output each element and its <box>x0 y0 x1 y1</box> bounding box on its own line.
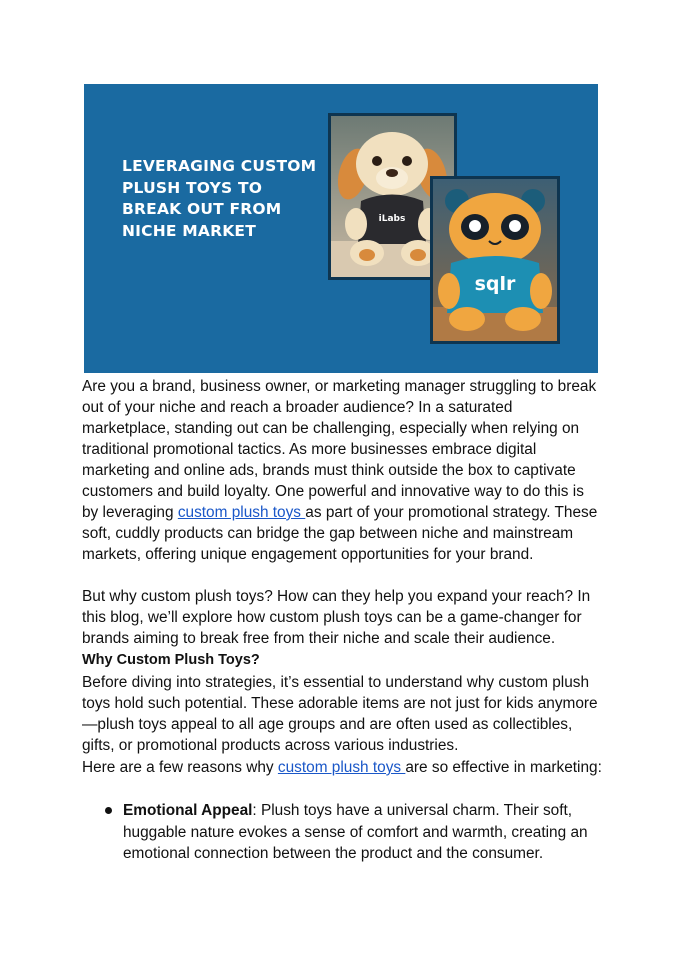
intro-text-start: Are you a brand, business owner, or marketing manager struggling to break out of your niche and reach a broader audience? In a saturated marketplace, standing out can be challenging, especially when relying on traditional promotional tactics. As more businesses embrace digital marketing and online ads, brands must think outside the box to captivate customers and build loyalty. One powerful and innovative way to do this is by leveraging <box>82 378 597 521</box>
bullet-icon <box>105 807 112 814</box>
reasons-text-end: are so effective in marketing: <box>405 759 602 776</box>
panda-shirt-logo: sqlr <box>474 273 516 295</box>
plush-panda-image <box>430 176 560 344</box>
dog-shirt-logo: iLabs <box>378 214 406 224</box>
why-paragraph: But why custom plush toys? How can they help you expand your reach? In this blog, we’ll explore how custom plush toys can be a game-changer for brands aiming to break free from their niche and scale their audience. <box>82 588 591 647</box>
banner-title: LEVERAGING CUSTOM PLUSH TOYS TO BREAK OUT FROM NICHE MARKET <box>122 157 317 240</box>
custom-plush-toys-link-2[interactable]: custom plush toys <box>277 759 406 776</box>
reasons-text-start: Here are a few reasons why <box>82 759 278 776</box>
list-item-text <box>123 800 593 865</box>
custom-plush-toys-link[interactable]: custom plush toys <box>177 504 306 521</box>
intro-paragraph <box>82 376 602 565</box>
intro-text-end: as part of your promotional strategy. These soft, cuddly products can bridge the gap between niche and mainstream markets, offering unique engagement opportunities for your brand. <box>82 504 598 563</box>
section-heading: Why Custom Plush Toys? <box>82 652 260 668</box>
reasons-paragraph <box>82 757 602 778</box>
hero-banner <box>84 84 598 373</box>
list-item-title: Emotional Appeal <box>123 802 253 819</box>
list-item-body: : Plush toys have a universal charm. Their soft, huggable nature evokes a sense of comfort and warmth, creating an emotional connection between the product and the consumer. <box>123 802 588 862</box>
section-paragraph: Before diving into strategies, it’s essential to understand why custom plush toys hold such potential. These adorable items are not just for kids anymore—plush toys appeal to all age groups and are often used as collectibles, gifts, or promotional products across various industries. <box>82 674 598 754</box>
